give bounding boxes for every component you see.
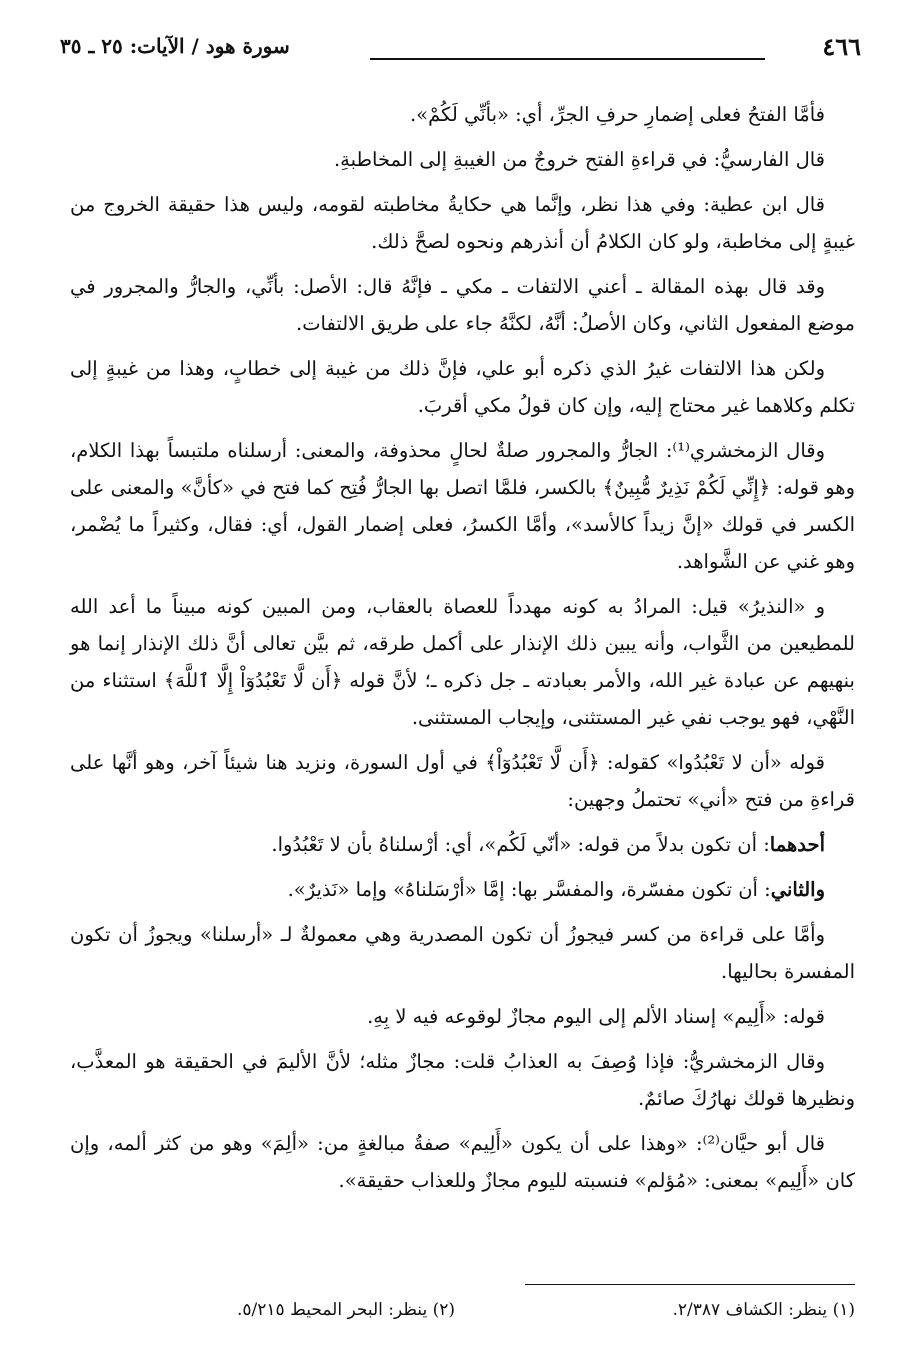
paragraph: قال الفارسيُّ: في قراءةِ الفتح خروجٌ من الغيبةِ إلى المخاطبةِ. (333, 148, 825, 171)
paragraph: و «النذيرُ» قيل: المرادُ به كونه مهدداً للعصاة بالعقاب، ومن المبين كونه مبيناً ما أعد الله للمطيعين من الثَّواب، وأنه يبين ذلك الإنذار على أكمل طرقه، ثم بيَّن تعالى أنَّ ذلك الإنذار إنما هو بنهيهم عن عبادة غير الله، والأمر بعبادته ـ جل ذكره ـ؛ لأنَّ قوله ﴿أَن لَّا تَعْبُدُوٓاْ إِلَّا ٱللَّهَ﴾ استثناء من النَّهْي، فهو يوجب نفي غير المستثنى، وإيجاب المستثنى. (70, 595, 855, 729)
footnotes (70, 1300, 855, 1330)
footnote-rule (525, 1284, 855, 1285)
paragraph: قال أبو حيَّان⁽²⁾: «وهذا على أن يكون «أَلِيم» صفةُ مبالغةٍ من: «ألِمَ» وهو من كثر ألمه، وإن كان «أَلِيم» بمعنى: «مُؤلم» فنسبته لليوم مجازٌ وللعذاب حقيقة». (70, 1132, 855, 1192)
footnote-1: (١) ينظر: الكشاف ٢/٣٨٧. (672, 1300, 855, 1320)
option-text: : أن تكون مفسّرة، والمفسَّر بها: إمَّا «أرْسَلناهُ» وإما «نَذيرٌ». (287, 878, 771, 901)
header-rule (370, 58, 765, 60)
option-text: : أن تكون بدلاً من قوله: «أنّي لَكُم»، أي: أرْسلناهُ بأن لا تَعْبُدُوا. (271, 833, 770, 856)
paragraph: وقد قال بهذه المقالة ـ أعني الالتفات ـ مكي ـ فإنَّهُ قال: الأصل: بأنِّي، والجارُّ والمجرور في موضع المفعول الثاني، وكان الأصلُ: أنَّهُ، لكنَّهُ جاء على طريق الالتفات. (70, 275, 855, 335)
option-second (70, 871, 855, 908)
option-first (70, 826, 855, 863)
option-label: والثاني (770, 878, 825, 901)
paragraph: قال ابن عطية: وفي هذا نظر، وإنَّما هي حكايةُ مخاطبته لقومه، وليس هذا حقيقة الخروج من غيبةٍ إلى مخاطبة، ولو كان الكلامُ أن أنذرهم ونحوه لصحَّ ذلك. (70, 193, 855, 253)
page-header (60, 32, 861, 64)
paragraph: وقال الزمخشري⁽¹⁾: الجارُّ والمجرور صلةٌ لحالٍ محذوفة، والمعنى: أرسلناه ملتبساً بهذا الكلام، وهو قوله: ﴿إِنِّي لَكُمْ نَذِيرٌ مُّبِينٌ﴾ بالكسر، فلمَّا اتصل بها الجارُّ فُتِح كما فتح في «كأنَّ» والمعنى على الكسر في قولك «إنَّ زيداً كالأسد»، وأمَّا الكسرُ، فعلى إضمار القول، أي: فقال، وكثيراً ما يُضْمر، وهو غني عن الشَّواهد. (70, 439, 855, 573)
paragraph: وأمَّا على قراءة من كسر فيجوزُ أن تكون المصدرية وهي معمولةٌ لـ «أرسلنا» ويجوزُ أن تكون المفسرة بحاليها. (70, 923, 855, 983)
paragraph: قوله: «أَلِيم» إسناد الألم إلى اليوم مجازٌ لوقوعه فيه لا بِهِ. (367, 1005, 825, 1028)
paragraph: وقال الزمخشريُّ: فإذا وُصِفَ به العذابُ قلت: مجازٌ مثله؛ لأنَّ الأليمَ في الحقيقة هو المعذَّب، ونظيرها قولك نهارُكَ صائمٌ. (70, 1050, 855, 1110)
paragraph: ولكن هذا الالتفات غيرُ الذي ذكره أبو علي، فإنَّ ذلك من غيبة إلى خطابٍ، وهذا من غيبةٍ إلى تكلم وكلاهما غير محتاج إليه، وإن كان قولُ مكي أقربَ. (70, 357, 855, 417)
paragraph: فأمَّا الفتحُ فعلى إضمارِ حرفِ الجرِّ، أي: «بأنِّي لَكُمْ». (409, 103, 825, 126)
page-number: ٤٦٦ (822, 32, 861, 61)
paragraph: قوله «أن لا تَعْبُدُوا» كقوله: ﴿أَن لَّا تَعْبُدُوٓاْ﴾ في أول السورة، ونزيد هنا شيئاً آخر، وهو أنَّها على قراءةِ من فتح «أني» تحتملُ وجهين: (70, 751, 855, 811)
footnote-2: (٢) ينظر: البحر المحيط ٥/٢١٥. (237, 1300, 455, 1320)
running-title: سورة هود / الآيات: ٢٥ ـ ٣٥ (60, 34, 290, 58)
option-label: أحدهما (769, 833, 825, 856)
main-text (70, 96, 855, 1207)
